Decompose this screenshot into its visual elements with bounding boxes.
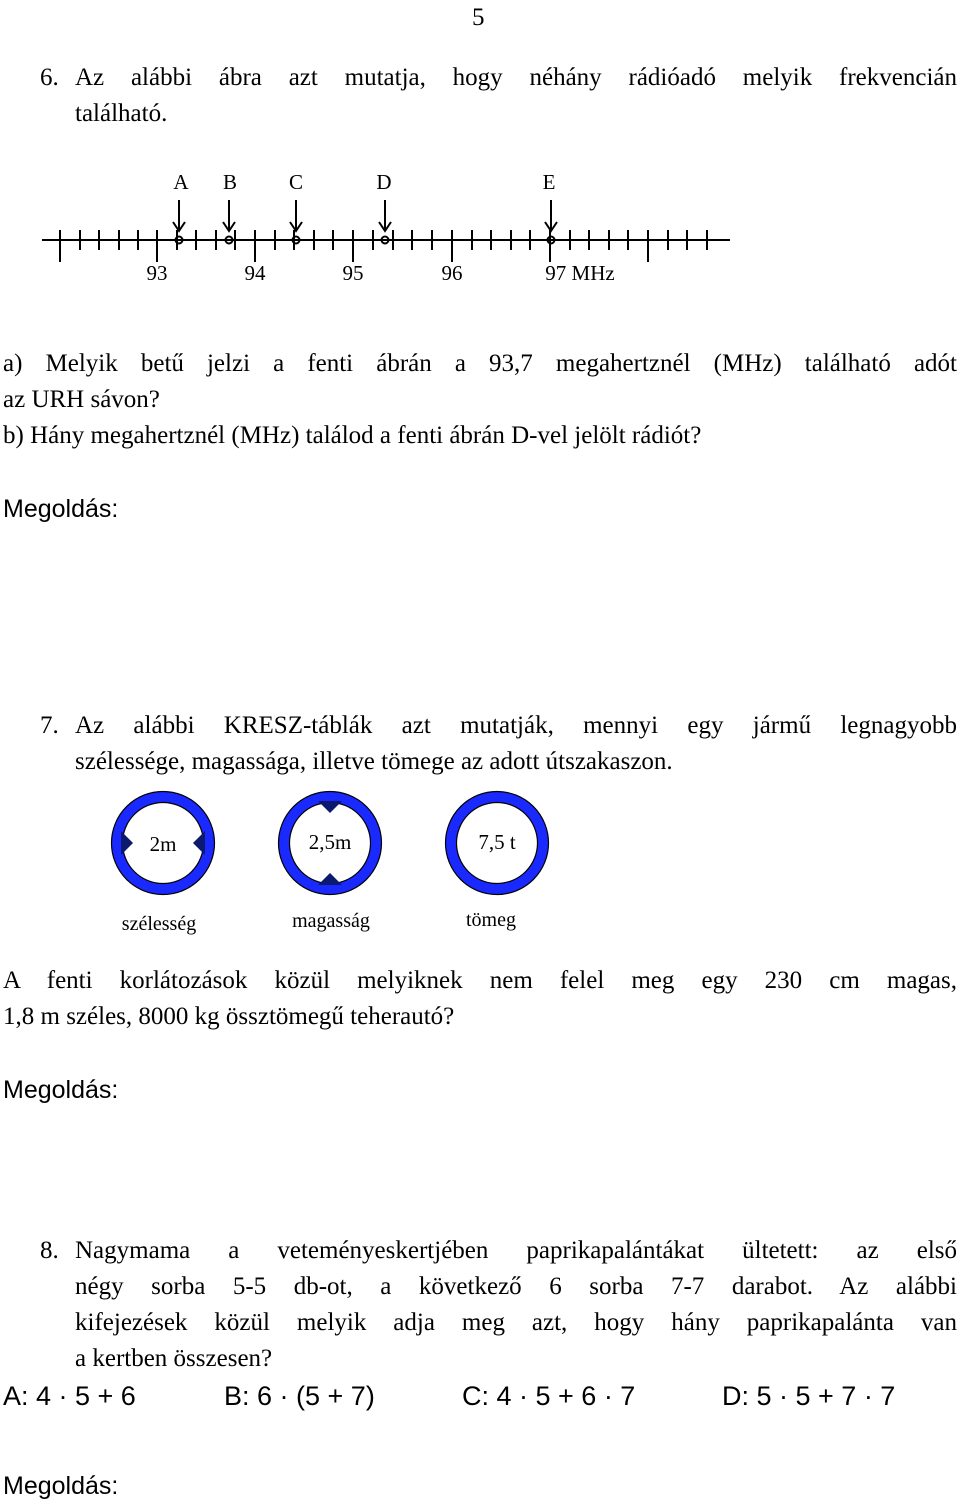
q8-option-c: C: 4 · 5 + 6 · 7 <box>462 1381 636 1411</box>
q6-text-line2: található. <box>75 100 168 127</box>
station-label-c: C <box>288 170 304 194</box>
scale-label-95: 95 <box>342 261 364 285</box>
height-sign-caption: magasság <box>292 910 370 932</box>
width-sign-value: 2m <box>149 832 177 856</box>
q8-solution-label: Megoldás: <box>3 1472 119 1500</box>
q8-text-line1: Nagymama a veteményeskertjében paprikapalántákat ültetett: az első <box>75 1237 957 1264</box>
width-limit-sign <box>112 792 215 895</box>
q6-text-line1: Az alábbi ábra azt mutatja, hogy néhány rádióadó melyik frekvencián <box>75 64 957 91</box>
weight-sign-caption: tömeg <box>466 909 516 931</box>
q8-text-line4: a kertben összesen? <box>75 1345 273 1372</box>
height-sign-value: 2,5m <box>308 830 352 854</box>
q6-number: 6. <box>40 64 59 91</box>
scale-label-93: 93 <box>146 261 168 285</box>
station-label-e: E <box>542 170 556 194</box>
q7-question-line2: 1,8 m széles, 8000 kg össztömegű teherautó? <box>3 1003 455 1030</box>
q7-text-line1: Az alábbi KRESZ-táblák azt mutatják, mennyi egy jármű legnagyobb <box>75 712 957 739</box>
weight-limit-sign <box>446 792 549 895</box>
q7-text-line2: szélessége, magassága, illetve tömege az adott útszakaszon. <box>75 748 673 775</box>
q8-text-line3: kifejezések közül melyik adja meg azt, hogy hány paprikapalánta van <box>75 1309 957 1336</box>
q8-number: 8. <box>40 1237 59 1264</box>
q7-solution-label: Megoldás: <box>3 1076 119 1104</box>
q6a-line2: az URH sávon? <box>3 386 160 413</box>
page-number: 5 <box>472 4 485 31</box>
q8-option-b: B: 6 · (5 + 7) <box>224 1381 375 1411</box>
q7-question-line1: A fenti korlátozások közül melyiknek nem felel meg egy 230 cm magas, <box>3 967 957 994</box>
scale-label-97-mhz: 97 MHz <box>545 261 615 285</box>
scale-label-94: 94 <box>244 261 266 285</box>
station-label-b: B <box>222 170 238 194</box>
q8-text-line2: négy sorba 5-5 db-ot, a következő 6 sorba 7-7 darabot. Az alábbi <box>75 1273 957 1300</box>
weight-sign-value: 7,5 t <box>478 830 516 854</box>
station-label-d: D <box>376 170 392 194</box>
q6b-text: b) Hány megahertznél (MHz) találod a fenti ábrán D-vel jelölt rádiót? <box>3 422 702 449</box>
q8-option-a: A: 4 · 5 + 6 <box>3 1381 136 1411</box>
height-limit-sign <box>279 792 382 895</box>
width-sign-caption: szélesség <box>121 913 197 935</box>
q6-solution-label: Megoldás: <box>3 495 119 523</box>
station-label-a: A <box>173 170 189 194</box>
q7-number: 7. <box>40 712 59 739</box>
q8-option-d: D: 5 · 5 + 7 · 7 <box>722 1381 896 1411</box>
scale-label-96: 96 <box>441 261 463 285</box>
q6a-line1: a) Melyik betű jelzi a fenti ábrán a 93,7 megahertznél (MHz) található adót <box>3 350 957 377</box>
